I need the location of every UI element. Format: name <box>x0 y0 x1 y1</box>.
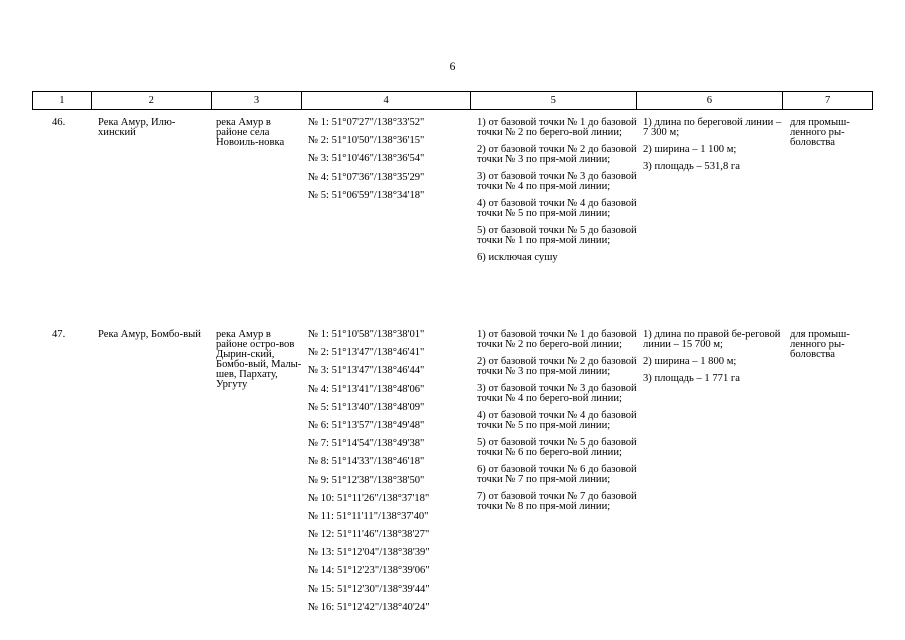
row-number: 47. <box>52 329 66 340</box>
boundary-item: 1) от базовой точки № 1 до базовой точки № 2 по берего-вой линии; <box>477 329 637 350</box>
col-header-2: 2 <box>92 92 212 109</box>
boundary-list <box>477 330 637 519</box>
coordinate-point: № 14: 51°12'23"/138°39'06" <box>308 565 430 577</box>
coordinate-point: № 3: 51°10'46"/138°36'54" <box>308 153 425 165</box>
coordinate-point: № 6: 51°13'57"/138°49'48" <box>308 419 425 431</box>
coordinate-point: № 3: 51°13'47"/138°46'44" <box>308 365 425 377</box>
coordinate-point: № 5: 51°06'59"/138°34'18" <box>308 189 425 201</box>
size-item: 3) площадь – 531,8 га <box>643 161 740 172</box>
col-header-3: 3 <box>212 92 303 109</box>
col-header-5: 5 <box>471 92 637 109</box>
size-item: 2) ширина – 1 800 м; <box>643 356 737 367</box>
coordinate-point: № 8: 51°14'33"/138°46'18" <box>308 456 425 468</box>
boundary-item: 7) от базовой точки № 7 до базовой точки № 8 по пря-мой линии; <box>477 491 637 512</box>
purpose-text: для промыш-ленного ры-боловства <box>790 329 850 360</box>
size-item: 2) ширина – 1 100 м; <box>643 144 737 155</box>
col-header-4: 4 <box>302 92 471 109</box>
coordinate-point: № 10: 51°11'26"/138°37'18" <box>308 492 430 504</box>
boundary-item: 3) от базовой точки № 3 до базовой точки № 4 по пря-мой линии; <box>477 171 637 192</box>
table-header-row <box>32 91 873 110</box>
site-name: Река Амур, Бомбо-вый <box>98 329 201 340</box>
size-item: 3) площадь – 1 771 га <box>643 373 740 384</box>
coordinate-point: № 9: 51°12'38"/138°38'50" <box>308 474 425 486</box>
size-item: 1) длина по береговой линии – 7 300 м; <box>643 117 782 138</box>
coordinate-point: № 16: 51°12'42"/138°40'24" <box>308 601 430 613</box>
row-number: 46. <box>52 117 66 128</box>
coordinate-point: № 5: 51°13'40"/138°48'09" <box>308 401 425 413</box>
boundary-item: 6) от базовой точки № 6 до базовой точки № 7 по пря-мой линии; <box>477 464 637 485</box>
coordinate-point: № 13: 51°12'04"/138°38'39" <box>308 547 430 559</box>
size-item: 1) длина по правой бе-реговой линии – 15 700 м; <box>643 329 781 350</box>
boundary-item: 2) от базовой точки № 2 до базовой точки № 3 по пря-мой линии; <box>477 144 637 165</box>
coordinate-point: № 2: 51°13'47"/138°46'41" <box>308 347 425 359</box>
coordinate-point: № 4: 51°07'36"/138°35'29" <box>308 171 425 183</box>
coordinates-list <box>308 118 470 209</box>
boundary-item: 3) от базовой точки № 3 до базовой точки № 4 по берего-вой линии; <box>477 383 637 404</box>
purpose-text: для промыш-ленного ры-боловства <box>790 117 850 148</box>
col-header-7: 7 <box>824 95 831 106</box>
site-location: река Амур в районе остро-вов Дырин-ский, Бомбо-вый, Малы-шев, Пархату, Ургуту <box>216 329 302 390</box>
boundary-item: 2) от базовой точки № 2 до базовой точки № 3 по пря-мой линии; <box>477 356 637 377</box>
boundary-item: 6) исключая сушу <box>477 252 558 263</box>
page-number: 6 <box>449 61 456 73</box>
boundary-item: 4) от базовой точки № 4 до базовой точки № 5 по пря-мой линии; <box>477 198 637 219</box>
coordinate-point: № 2: 51°10'50"/138°36'15" <box>308 135 425 147</box>
coordinate-point: № 1: 51°10'58"/138°38'01" <box>308 329 425 340</box>
coordinate-point: № 4: 51°13'41"/138°48'06" <box>308 383 425 395</box>
coordinate-point: № 1: 51°07'27"/138°33'52" <box>308 117 425 128</box>
coordinate-point: № 12: 51°11'46"/138°38'27" <box>308 529 430 541</box>
coordinate-point: № 7: 51°14'54"/138°49'38" <box>308 438 425 450</box>
size-list <box>643 118 783 179</box>
col-header-6: 6 <box>637 92 784 109</box>
coordinates-list <box>308 330 470 621</box>
boundary-item: 5) от базовой точки № 5 до базовой точки № 6 по берего-вой линии; <box>477 437 637 458</box>
coordinate-point: № 15: 51°12'30"/138°39'44" <box>308 583 430 595</box>
boundary-item: 4) от базовой точки № 4 до базовой точки № 5 по пря-мой линии; <box>477 410 637 431</box>
col-header-1: 1 <box>33 92 92 109</box>
site-location: река Амур в районе села Новоиль-новка <box>216 117 285 148</box>
site-name: Река Амур, Илю-хинский <box>98 117 176 138</box>
boundary-item: 5) от базовой точки № 5 до базовой точки № 1 по пря-мой линии; <box>477 225 637 246</box>
size-list <box>643 330 783 391</box>
boundary-item: 1) от базовой точки № 1 до базовой точки № 2 по берего-вой линии; <box>477 117 637 138</box>
coordinate-point: № 11: 51°11'11"/138°37'40" <box>308 510 429 522</box>
boundary-list <box>477 118 637 270</box>
